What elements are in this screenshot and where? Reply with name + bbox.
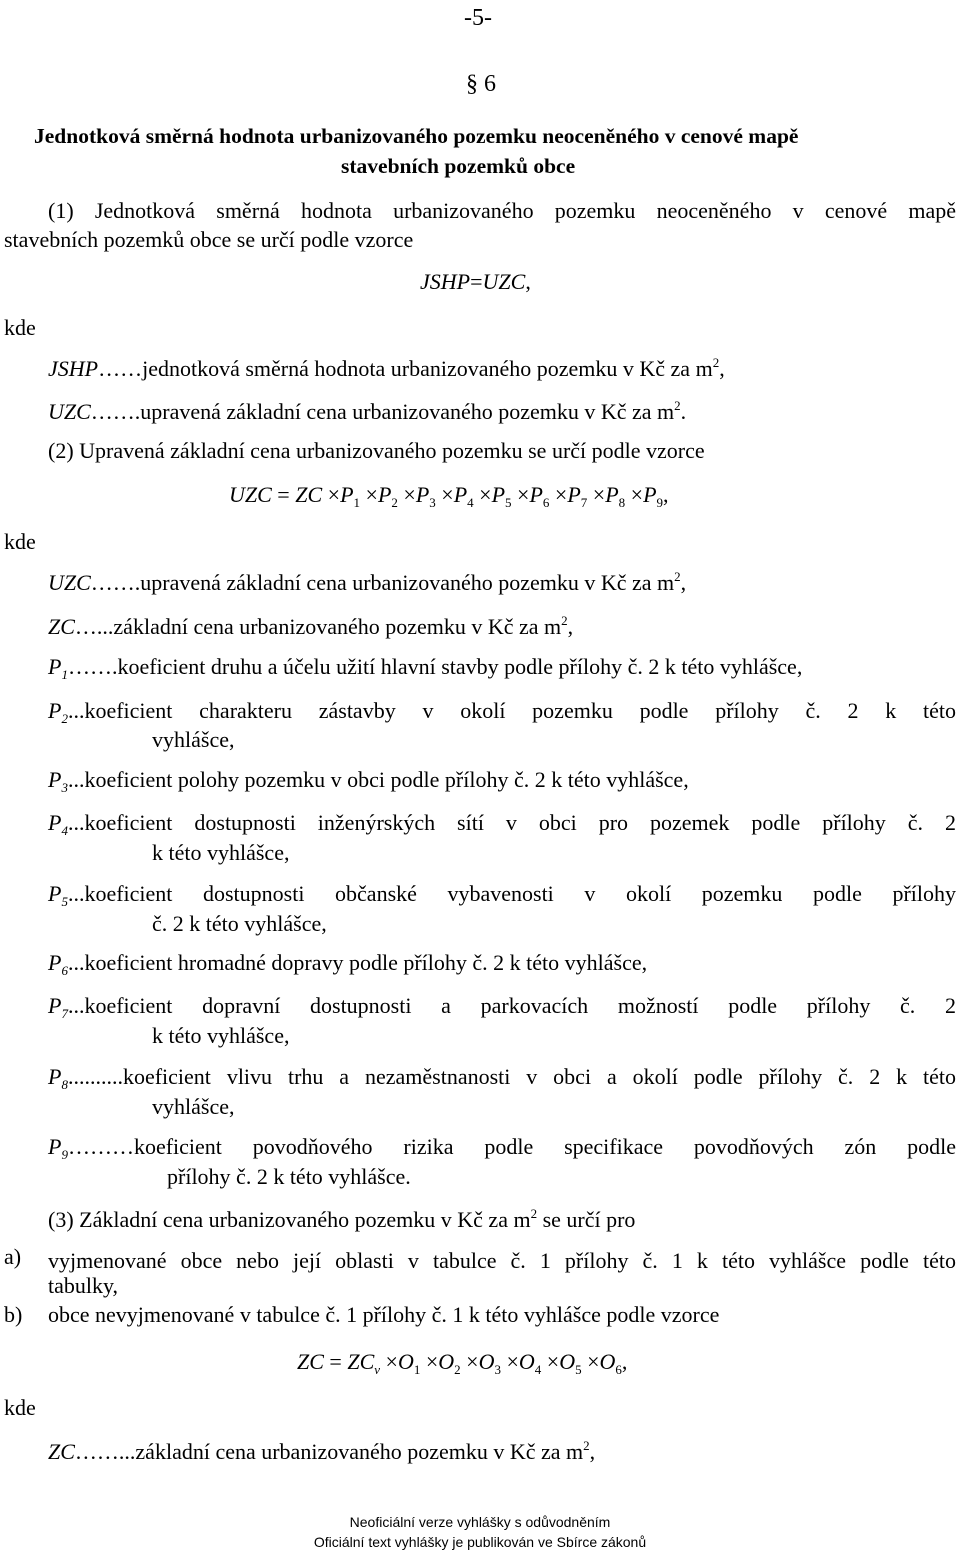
definition-p7: $P_7...koeficient$ dopravní dostupnosti a parkovacích možností podle přílohy č. 2: [48, 993, 956, 1021]
definition-uzc-2: UZC…….upravená základní cena urbanizovaného pozemku v Kč za $m^2$,: [48, 569, 687, 595]
footer-line1: Neoficiální verze vyhlášky s odůvodněním: [349, 1514, 611, 1530]
definition-p4: $P_4...koeficient$ dostupnosti inženýrských sítí v obci pro pozemek podle přílohy č. 2: [48, 810, 956, 838]
definition-p4-cont: k této vyhlášce,: [152, 840, 290, 865]
definition-p6: $P_6...koeficient$ hromadné dopravy podle přílohy č. 2 k této vyhlášce,: [48, 950, 648, 978]
item-b-text: obce nevyjmenované v tabulce č. 1 přílohy č. 1 k této vyhlášce podle vzorce: [48, 1302, 720, 1327]
definition-zc: ZC…...základní cena urbanizovaného pozemku v Kč za $m^2$,: [48, 613, 574, 639]
definition-p2-cont: vyhlášce,: [152, 727, 235, 752]
page-number: -5-: [464, 5, 492, 31]
kde-label-2: kde: [4, 529, 36, 554]
item-a-text-cont: tabulky,: [48, 1273, 119, 1298]
formula-zc: ZC = $ZC_v \times O_1 \times O_2 \times O_3 \times O_4 \times O_5 \times O_6$,: [297, 1349, 628, 1377]
definition-p5: $P_5...koeficient$ dostupnosti občanské vybavenosti v okolí pozemku podle přílohy: [48, 881, 956, 909]
paragraph-1-line1: (1) Jednotková směrná hodnota urbanizovaného pozemku neoceněného v cenové mapě: [48, 198, 956, 223]
definition-p2: $P_2...koeficient$ charakteru zástavby v okolí pozemku podle přílohy č. 2 k této: [48, 698, 956, 726]
section-title-line2: stavebních pozemků obce: [341, 154, 576, 178]
definition-p7-cont: k této vyhlášce,: [152, 1023, 290, 1048]
definition-zc-last: ZC……...základní cena urbanizovaného pozemku v Kč za $m^2$,: [48, 1438, 596, 1464]
kde-label-1: kde: [4, 315, 36, 340]
definition-jshp: JSHP……jednotková směrná hodnota urbanizovaného pozemku v Kč za $m^2$,: [48, 355, 725, 381]
definition-p8: $P_8..........koeficient$ vlivu trhu a nezaměstnanosti v obci a okolí podle přílohy č. 2 k této: [48, 1064, 956, 1092]
definition-p9: $P_9\dots\dots\dots koeficient$ povodňového rizika podle specifikace povodňových zón podle: [48, 1134, 956, 1162]
kde-label-3: kde: [4, 1395, 36, 1420]
section-number: § 6: [466, 71, 496, 97]
item-a-label: a): [4, 1244, 22, 1269]
definition-p1: $P_1\dots\dots.koeficient$ druhu a účelu užití hlavní stavby podle přílohy č. 2 k této vyhlášce,: [48, 654, 803, 682]
footer-line2: Oficiální text vyhlášky je publikován ve Sbírce zákonů: [313, 1534, 647, 1550]
formula-jshp: JSHP=UZC,: [420, 269, 531, 294]
definition-p3: $P_3...koeficient$ polohy pozemku v obci podle přílohy č. 2 k této vyhlášce,: [48, 767, 689, 795]
formula-uzc: UZC = ZC $\times P_1 \times P_2 \times P_3 \times P_4 \times P_5 \times P_6 \times P_7 \times P_8 \times P_9$,: [229, 482, 669, 510]
definition-uzc: UZC…….upravená základní cena urbanizovaného pozemku v Kč za $m^2$.: [48, 398, 687, 424]
section-title-line1: Jednotková směrná hodnota urbanizovaného pozemku neoceněného v cenové mapě: [34, 124, 799, 148]
paragraph-3: (3) Základní cena urbanizovaného pozemku v Kč za $m^2$ se určí pro: [48, 1206, 636, 1232]
item-b-label: b): [4, 1302, 23, 1327]
paragraph-1-line2: stavebních pozemků obce se určí podle vzorce: [4, 227, 414, 252]
paragraph-2: (2) Upravená základní cena urbanizovaného pozemku se určí podle vzorce: [48, 438, 705, 463]
definition-p9-cont: přílohy č. 2 k této vyhlášce.: [167, 1164, 411, 1189]
definition-p5-cont: č. 2 k této vyhlášce,: [152, 911, 327, 936]
item-a-text: vyjmenované obce nebo její oblasti v tabulce č. 1 přílohy č. 1 k této vyhlášce podle této: [48, 1248, 956, 1273]
definition-p8-cont: vyhlášce,: [152, 1094, 235, 1119]
